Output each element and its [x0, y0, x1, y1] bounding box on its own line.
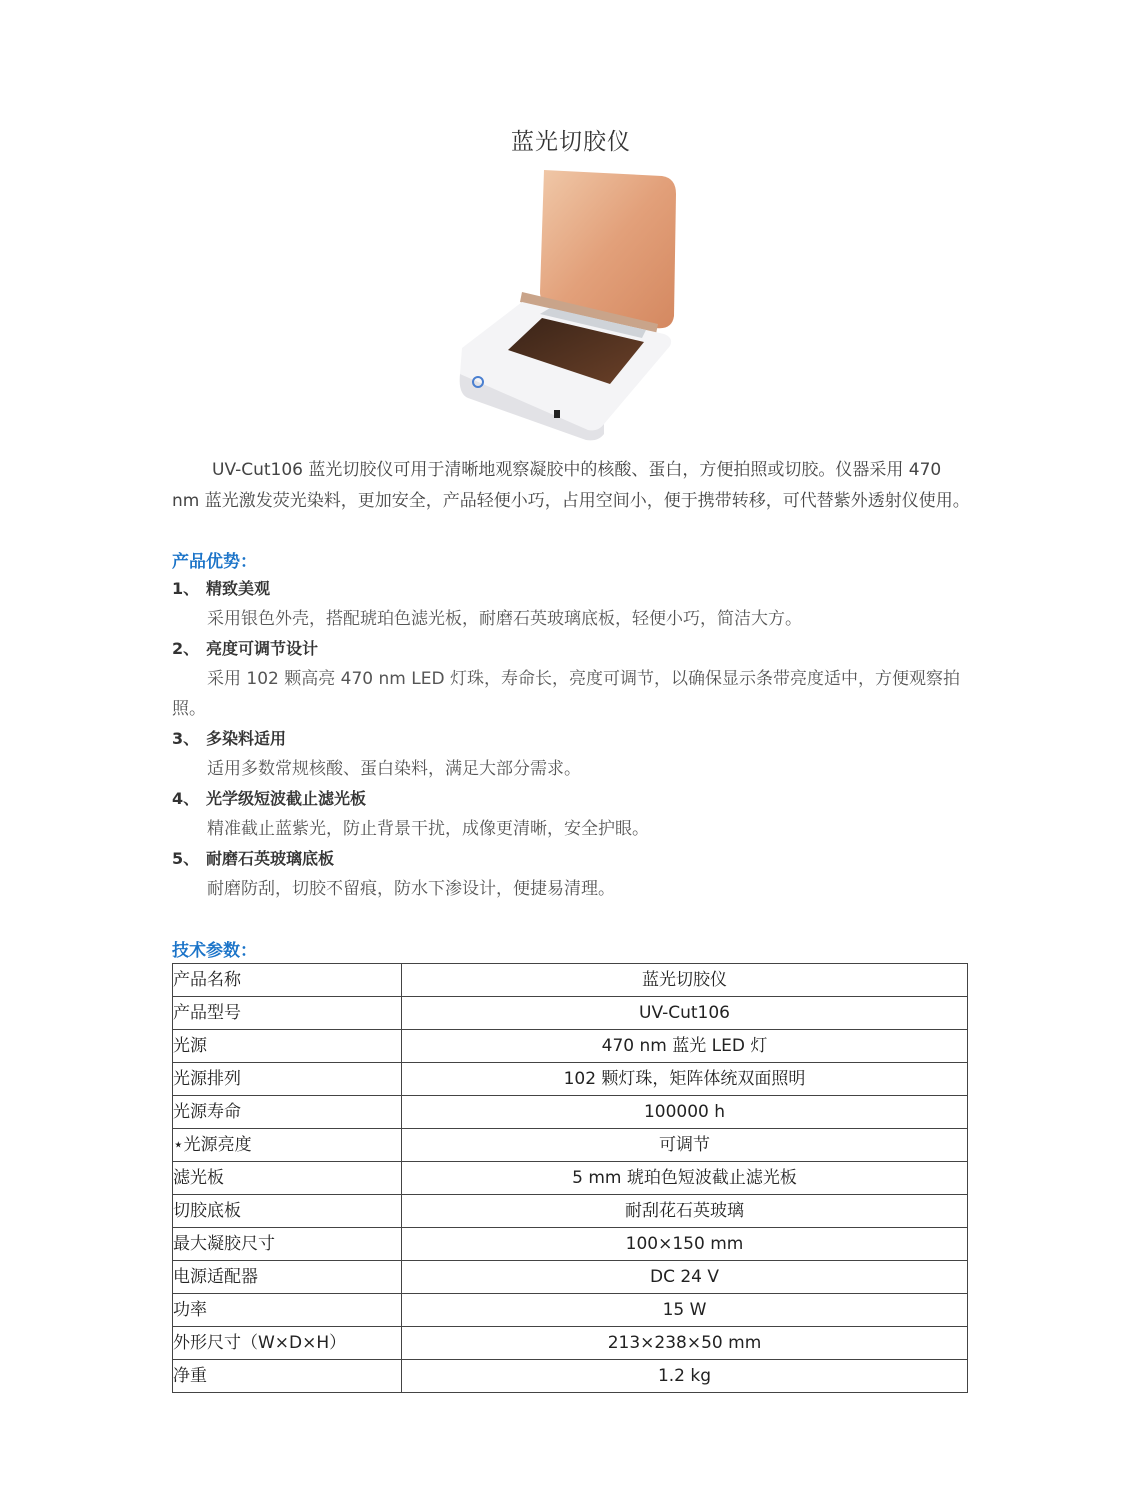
- specs-heading: 技术参数：: [172, 941, 257, 961]
- advantage-item: [172, 844, 972, 904]
- table-row: [173, 964, 968, 997]
- advantage-item: [172, 634, 972, 724]
- spec-key: 最大凝胶尺寸: [173, 1228, 402, 1261]
- advantage-description: 精准截止蓝紫光，防止背景干扰，成像更清晰，安全护眼。: [207, 819, 649, 839]
- spec-value: 15 W: [402, 1294, 968, 1327]
- spec-value: 蓝光切胶仪: [402, 964, 968, 997]
- spec-value: 470 nm 蓝光 LED 灯: [402, 1030, 968, 1063]
- specs-table: [172, 963, 968, 1393]
- advantage-title: 亮度可调节设计: [206, 639, 319, 658]
- spec-key: 光源排列: [173, 1063, 402, 1096]
- table-row: [173, 1228, 968, 1261]
- table-row: [173, 1327, 968, 1360]
- spec-value: DC 24 V: [402, 1261, 968, 1294]
- advantages-heading: 产品优势：: [172, 552, 257, 572]
- advantage-number: 1、: [172, 579, 200, 598]
- spec-key: ⋆光源亮度: [173, 1129, 402, 1162]
- spec-value: 1.2 kg: [402, 1360, 968, 1393]
- spec-value: 213×238×50 mm: [402, 1327, 968, 1360]
- advantages-list: [172, 574, 972, 904]
- advantage-number: 5、: [172, 849, 200, 868]
- spec-key: 功率: [173, 1294, 402, 1327]
- table-row: [173, 1294, 968, 1327]
- spec-key: 光源: [173, 1030, 402, 1063]
- advantage-number: 4、: [172, 789, 200, 808]
- advantage-title: 光学级短波截止滤光板: [206, 789, 367, 808]
- page-title: 蓝光切胶仪: [511, 129, 631, 156]
- advantage-title: 精致美观: [206, 579, 271, 598]
- advantage-number: 2、: [172, 639, 200, 658]
- spec-value: 耐刮花石英玻璃: [402, 1195, 968, 1228]
- advantage-description: 耐磨防刮，切胶不留痕，防水下渗设计，便捷易清理。: [207, 879, 615, 899]
- spec-value: 102 颗灯珠，矩阵体统双面照明: [402, 1063, 968, 1096]
- spec-value: UV-Cut106: [402, 997, 968, 1030]
- spec-key: 产品型号: [173, 997, 402, 1030]
- table-row: [173, 1195, 968, 1228]
- spec-value: 100×150 mm: [402, 1228, 968, 1261]
- spec-key: 滤光板: [173, 1162, 402, 1195]
- spec-key: 切胶底板: [173, 1195, 402, 1228]
- advantage-item: [172, 574, 972, 634]
- spec-key: 外形尺寸（W×D×H）: [173, 1327, 402, 1360]
- spec-value: 5 mm 琥珀色短波截止滤光板: [402, 1162, 968, 1195]
- table-row: [173, 1030, 968, 1063]
- table-row: [173, 1129, 968, 1162]
- spec-key: 电源适配器: [173, 1261, 402, 1294]
- spec-key: 净重: [173, 1360, 402, 1393]
- spec-key: 产品名称: [173, 964, 402, 997]
- advantage-description: 采用银色外壳，搭配琥珀色滤光板，耐磨石英玻璃底板，轻便小巧，简洁大方。: [207, 609, 802, 629]
- advantage-title: 耐磨石英玻璃底板: [206, 849, 335, 868]
- spec-value: 可调节: [402, 1129, 968, 1162]
- advantage-title: 多染料适用: [206, 729, 287, 748]
- product-image: [450, 162, 690, 442]
- advantage-description: 适用多数常规核酸、蛋白染料，满足大部分需求。: [207, 759, 581, 779]
- advantage-description: 采用 102 颗高亮 470 nm LED 灯珠，寿命长，亮度可调节，以确保显示条带亮度适中，方便观察拍照。: [172, 669, 960, 719]
- table-row: [173, 997, 968, 1030]
- table-row: [173, 1162, 968, 1195]
- advantage-item: [172, 724, 972, 784]
- intro-paragraph: UV-Cut106 蓝光切胶仪可用于清晰地观察凝胶中的核酸、蛋白，方便拍照或切胶。仪器采用 470 nm 蓝光激发荧光染料，更加安全，产品轻便小巧，占用空间小，便于携带转移，可代替紫外透射仪使用。: [172, 460, 970, 511]
- table-row: [173, 1096, 968, 1129]
- table-row: [173, 1360, 968, 1393]
- spec-value: 100000 h: [402, 1096, 968, 1129]
- table-row: [173, 1261, 968, 1294]
- advantage-item: [172, 784, 972, 844]
- spec-key: 光源寿命: [173, 1096, 402, 1129]
- table-row: [173, 1063, 968, 1096]
- advantage-number: 3、: [172, 729, 200, 748]
